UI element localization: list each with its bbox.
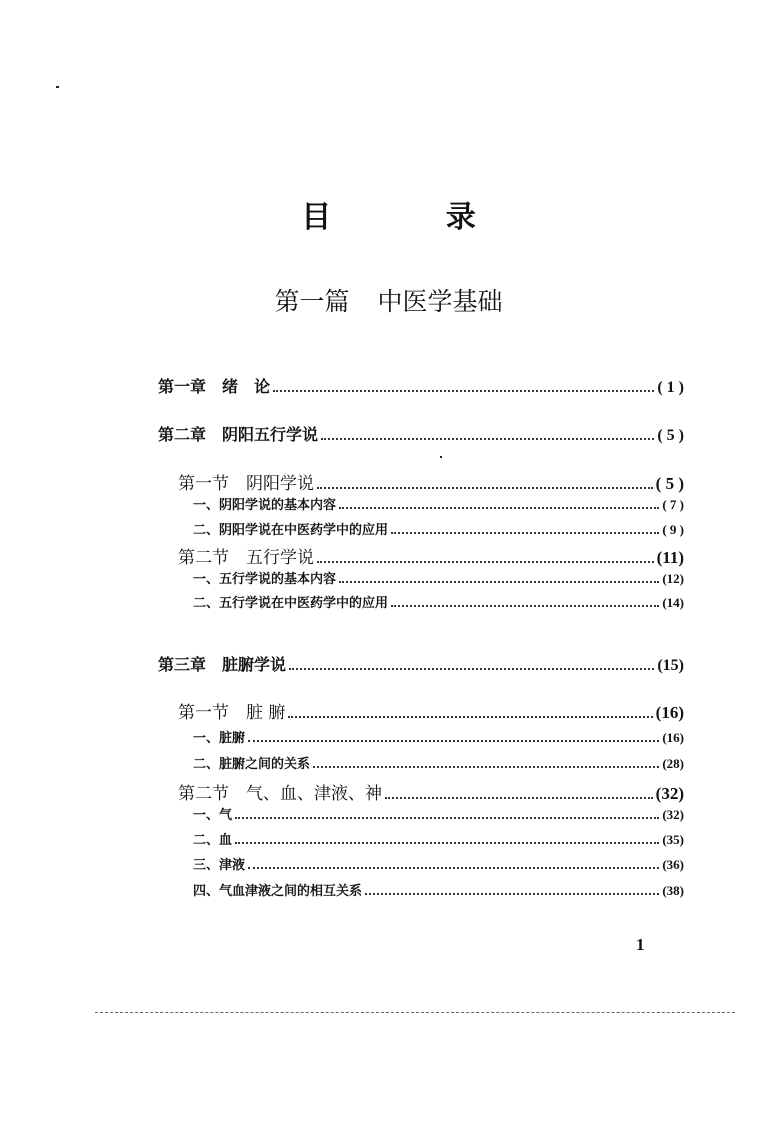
dot-leader [288,716,652,718]
toc-entry-page: ( 5 ) [657,427,684,444]
toc-entry-label: 第二节 气、血、津液、神 [178,784,382,804]
toc-entry-item [193,494,684,516]
toc-entry-item [193,753,684,775]
part-heading [0,282,777,318]
toc-entry-section [178,543,684,568]
dot-leader [235,842,659,844]
page-number: 1 [636,935,645,954]
toc-entry-page: (38) [662,883,684,898]
toc-entry-label: 二、五行学说在中医药学中的应用 [193,596,389,611]
toc-entry-label: 二、脏腑之间的关系 [193,757,311,772]
toc-entry-item [193,592,684,614]
toc-entry-page: ( 9 ) [662,522,684,537]
toc-entry-page: ( 5 ) [655,474,684,493]
toc-entry-page: (16) [662,730,684,745]
toc-entry-page: (36) [662,857,684,872]
toc-entry-chapter [158,422,684,444]
toc-entry-chapter [158,374,684,396]
toc-entry-label: 一、阴阳学说的基本内容 [193,498,337,513]
toc-entry-label: 一、脏腑 [193,731,246,746]
dot-leader [248,740,659,742]
scan-edge-line [95,1012,735,1013]
dot-leader [317,561,654,563]
toc-entry-item [193,829,684,851]
toc-entry-label: 第一章 绪 论 [158,377,271,396]
toc-entry-page: (32) [662,807,684,822]
dot-leader [321,438,654,440]
toc-entry-section [178,779,684,804]
toc-entry-item [193,854,684,876]
toc-entry-label: 二、血 [193,833,233,848]
toc-entry-label: 二、阴阳学说在中医药学中的应用 [193,523,389,538]
dot-leader [391,605,659,607]
scan-speck [56,86,59,88]
toc-entry-label: 一、五行学说的基本内容 [193,572,337,587]
part-name: 中医学基础 [377,287,503,316]
toc-entry-page: (11) [656,548,684,567]
toc-entry-chapter [158,652,684,674]
dot-leader [235,817,659,819]
dot-leader [365,893,659,895]
toc-entry-page: ( 7 ) [662,497,684,512]
toc-entry-label: 第三章 脏腑学说 [158,655,287,674]
toc-entry-page: (12) [662,571,684,586]
toc-entry-page: (14) [662,595,684,610]
dot-leader [313,766,659,768]
toc-entry-item [193,519,684,541]
toc-entry-section [178,469,684,494]
dot-leader [317,487,653,489]
toc-entry-item [193,568,684,590]
toc-entry-page: (28) [662,756,684,771]
dot-leader [339,507,659,509]
page-title: 目 录 [301,200,528,235]
dot-leader [385,797,653,799]
toc-entry-section [178,698,684,723]
dot-leader [289,668,654,670]
toc-entry-label: 第一节 脏 腑 [178,703,286,723]
toc-entry-page: (35) [662,832,684,847]
toc-entry-item [193,880,684,902]
toc-entry-label: 三、津液 [193,858,246,873]
dot-leader [273,390,654,392]
dot-leader [391,532,659,534]
toc-entry-item [193,804,684,826]
toc-entry-item [193,727,684,749]
toc-entry-page: ( 1 ) [657,379,684,396]
toc-entry-page: (16) [655,703,684,722]
toc-entry-label: 一、气 [193,808,233,823]
toc-entry-label: 第二章 阴阳五行学说 [158,425,319,444]
toc-entry-label: 第一节 阴阳学说 [178,474,314,494]
toc-entry-label: 第二节 五行学说 [178,548,314,568]
scan-speck [440,456,442,458]
toc-entry-page: (32) [655,784,684,803]
part-number: 第一篇 [274,287,350,316]
toc-entry-label: 四、气血津液之间的相互关系 [193,884,363,899]
dot-leader [339,581,659,583]
dot-leader [248,867,659,869]
toc-entry-page: (15) [657,657,684,674]
